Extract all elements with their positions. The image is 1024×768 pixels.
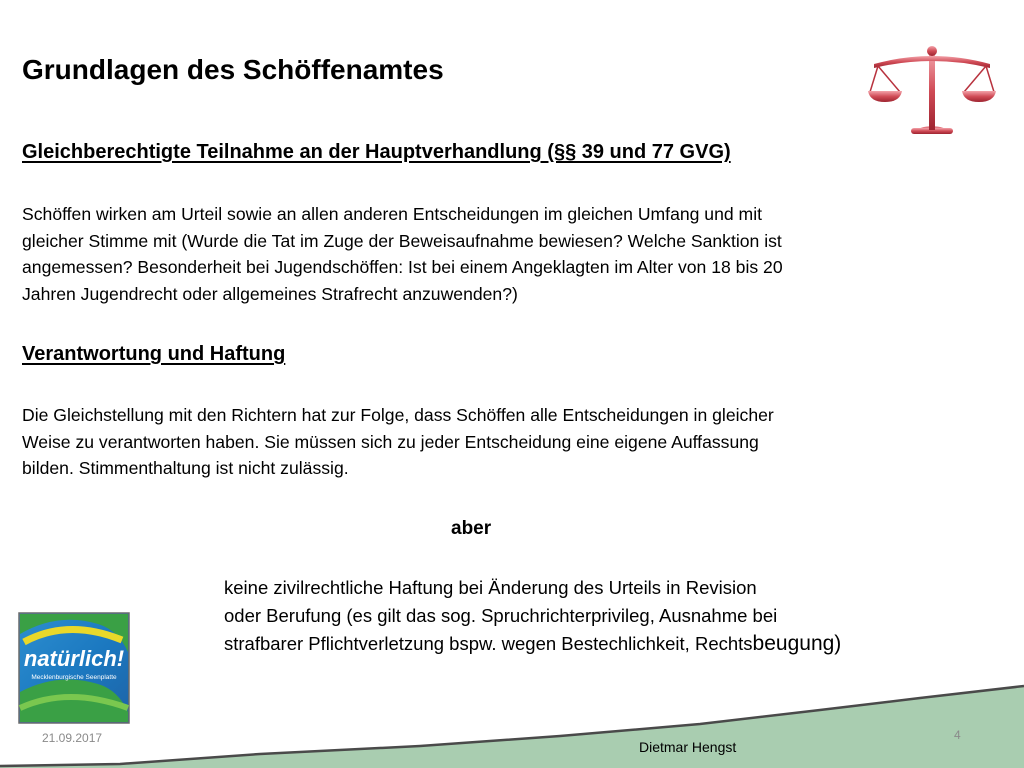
natuerlich-logo — [18, 612, 130, 724]
body-line: Die Gleichstellung mit den Richtern hat zur Folge, dass Schöffen alle Entscheidungen in gleicher — [22, 405, 774, 425]
logo-text: natürlich! — [23, 646, 125, 671]
body-line: Jahren Jugendrecht oder allgemeines Strafrecht anzuwenden?) — [22, 283, 518, 304]
footer-date: 21.09.2017 — [42, 731, 103, 745]
footer-band — [0, 680, 1024, 768]
body-line: Weise zu verantworten haben. Sie müssen sich zu jeder Entscheidung eine eigene Auffassung — [22, 431, 759, 452]
body-line: angemessen? Besonderheit bei Jugendschöffen: Ist bei einem Angeklagten im Alter von 18 bis 20 — [22, 257, 783, 277]
haftung-last-big: beugung) — [752, 632, 842, 655]
body-line: gleicher Stimme mit (Wurde die Tat im Zuge der Beweisaufnahme bewiesen? Welche Sanktion ist — [22, 230, 782, 251]
slide-title: Grundlagen des Schöffenamtes — [22, 54, 444, 85]
haftung-line: keine zivilrechtliche Haftung bei Änderung des Urteils in Revision — [224, 577, 757, 598]
body-line: bilden. Stimmenthaltung ist nicht zulässig. — [22, 458, 349, 478]
section-heading-teilnahme: Gleichberechtigte Teilnahme an der Hauptverhandlung (§§ 39 und 77 GVG) — [22, 141, 731, 163]
page-number: 4 — [954, 728, 961, 742]
section-body-verantwortung — [22, 402, 1007, 482]
section-heading-verantwortung: Verantwortung und Haftung — [22, 343, 286, 365]
haftung-last-start: strafbarer Pflichtverletzung bspw. wegen Bestechlichkeit, Rechts — [224, 633, 753, 654]
body-line: Schöffen wirken am Urteil sowie an allen anderen Entscheidungen im gleichen Umfang und mit — [22, 204, 763, 224]
haftung-line-last — [224, 630, 1014, 658]
scales-of-justice-icon — [866, 44, 998, 136]
aber-label: aber — [451, 518, 492, 539]
logo-subtext: Mecklenburgische Seenplatte — [31, 674, 117, 681]
haftung-line: oder Berufung (es gilt das sog. Spruchrichterprivileg, Ausnahme bei — [224, 605, 778, 626]
section-body-teilnahme — [22, 201, 1007, 307]
footer-author: Dietmar Hengst — [639, 739, 737, 755]
haftung-text — [224, 574, 1014, 658]
